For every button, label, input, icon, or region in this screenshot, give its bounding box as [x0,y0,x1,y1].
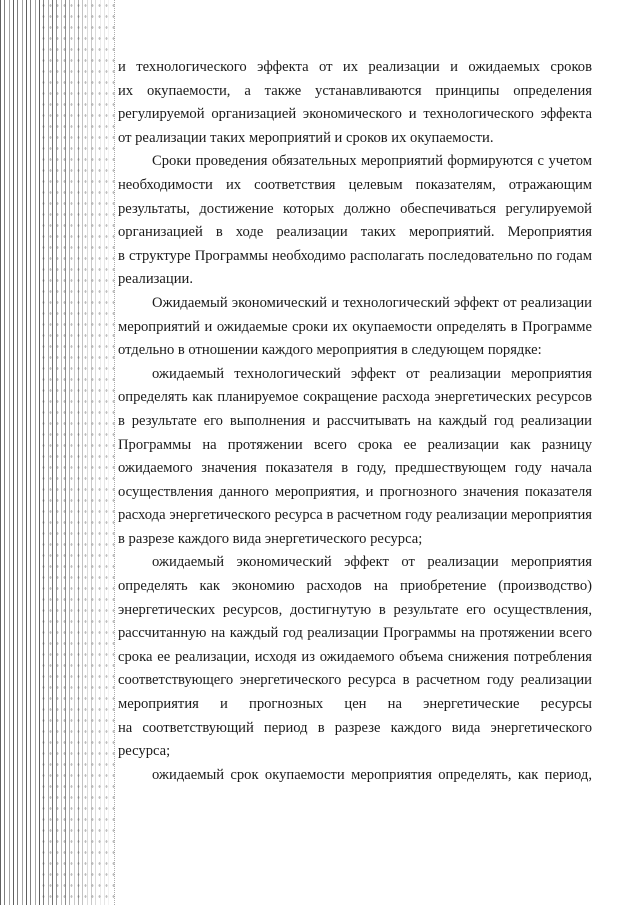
text-line: регулируемой организацией экономического и технологического эффекта [118,106,592,123]
text-line: в результате его выполнения и рассчитывать на каждый год реализации [118,412,592,429]
scan-noise [40,0,115,905]
text-line: от реализации таких мероприятий и сроков их окупаемости. [118,129,494,146]
text-line: на соответствующий период в разрезе каждого вида энергетического ресурса; [118,719,592,760]
text-line: в структуре Программы необходимо располагать последовательно по годам [118,247,592,264]
text-line: в разрезе каждого вида энергетического ресурса; [118,530,423,547]
text-line: Ожидаемый экономический и технологический эффект от реализации [152,294,592,311]
text-line: реализации. [118,271,193,288]
text-line: и технологического эффекта от их реализации и ожидаемых сроков [118,59,592,75]
text-line: мероприятия и прогнозных цен на энергетические ресурсы [118,696,592,713]
text-line: рассчитанную на каждый год реализации Программы на протяжении всего [118,625,592,642]
text-line: расхода энергетического ресурса в расчетном году реализации мероприятия [118,507,592,524]
text-line: ожидаемый экономический эффект от реализации мероприятия [152,554,592,571]
text-line: организацией в ходе реализации таких мероприятий. Мероприятия [118,224,592,241]
text-line: определять как планируемое сокращение расхода энергетических ресурсов [118,389,592,406]
text-line: необходимости их соответствия целевым показателям, отражающим [118,176,592,193]
text-line: соответствующего энергетического ресурса в расчетном году реализации [118,672,592,689]
text-line: определять как экономию расходов на приобретение (производство) [118,578,592,595]
text-line: Сроки проведения обязательных мероприятий формируются с учетом [152,153,592,170]
text-line: отдельно в отношении каждого мероприятия в следующем порядке: [118,342,542,359]
text-line: ожидаемый технологический эффект от реализации мероприятия [152,365,592,382]
document-page [118,56,592,787]
text-line: осуществления данного мероприятия, и прогнозного значения показателя [118,483,592,500]
text-line: энергетических ресурсов, достигнутую в результате его осуществления, [118,601,592,618]
text-line: результаты, достижение которых должно обеспечиваться регулируемой [118,200,592,217]
text-line: мероприятий и ожидаемые сроки их окупаемости определять в Программе [118,318,592,335]
text-line: Программы на протяжении всего срока ее реализации как разницу [118,436,592,453]
text-line: ожидаемый срок окупаемости мероприятия определять, как период, [152,766,592,783]
text-line: их окупаемости, а также устанавливаются принципы определения [118,82,592,99]
text-line: ожидаемого значения показателя в году, предшествующем году начала [118,460,592,477]
text-line: срока ее реализации, исходя из ожидаемого объема снижения потребления [118,648,592,665]
page-margin-line [114,0,116,905]
